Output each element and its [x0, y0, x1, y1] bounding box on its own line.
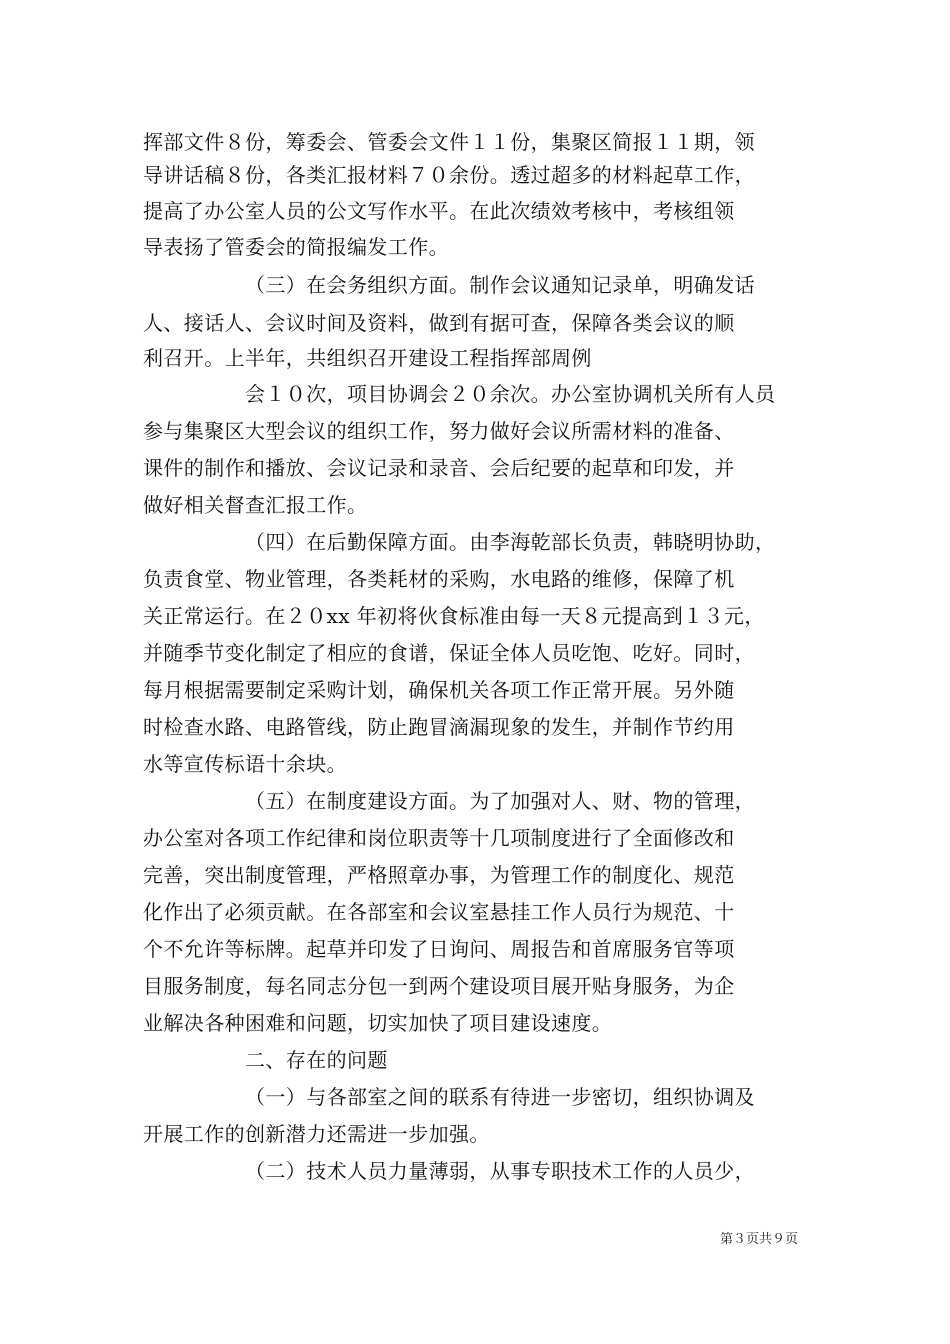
text-line-29: （二）技术人员力量薄弱，从事专职技术工作的人员少， — [245, 1159, 755, 1183]
text-line-22: 化作出了必须贡献。在各部室和会议室悬挂工作人员行为规范、十 — [143, 900, 735, 924]
text-line-5: （三）在会务组织方面。制作会议通知记录单，明确发话 — [245, 273, 755, 297]
text-line-8: 会１０次，项目协调会２０余次。办公室协调机关所有人员 — [245, 382, 776, 406]
text-line-15: 并随季节变化制定了相应的食谱，保证全体人员吃饱、吃好。同时， — [143, 641, 755, 665]
text-line-21: 完善，突出制度管理，严格照章办事，为管理工作的制度化、规范 — [143, 863, 735, 887]
text-line-13: 负责食堂、物业管理，各类耗材的采购，水电路的维修，保障了机 — [143, 567, 735, 591]
text-line-14: 关正常运行。在２０xx 年初将伙食标准由每一天８元提高到１３元， — [143, 604, 765, 628]
text-line-7: 利召开。上半年，共组织召开建设工程指挥部周例 — [143, 346, 592, 370]
text-line-4: 导表扬了管委会的简报编发工作。 — [143, 235, 449, 259]
text-line-2: 导讲话稿８份，各类汇报材料７０余份。透过超多的材料起草工作， — [143, 163, 755, 187]
section-heading: 二、存在的问题 — [245, 1048, 388, 1072]
text-line-16: 每月根据需要制定采购计划，确保机关各项工作正常开展。另外随 — [143, 678, 735, 702]
page-number: 第３页共９页 — [720, 1232, 799, 1247]
text-line-12: （四）在后勤保障方面。由李海乾部长负责，韩晓明协助， — [245, 530, 776, 554]
text-line-1: 挥部文件８份，筹委会、管委会文件１１份，集聚区简报１１期，领 — [143, 130, 755, 154]
text-line-27: （一）与各部室之间的联系有待进一步密切，组织协调及 — [245, 1085, 755, 1109]
text-line-11: 做好相关督查汇报工作。 — [143, 493, 368, 517]
text-line-28: 开展工作的创新潜力还需进一步加强。 — [143, 1122, 490, 1146]
text-line-10: 课件的制作和播放、会议记录和录音、会后纪要的起草和印发，并 — [143, 456, 735, 480]
text-line-25: 业解决各种困难和问题，切实加快了项目建设速度。 — [143, 1011, 613, 1035]
text-line-20: 办公室对各项工作纪律和岗位职责等十几项制度进行了全面修改和 — [143, 826, 735, 850]
text-line-6: 人、接话人、会议时间及资料，做到有据可查，保障各类会议的顺 — [143, 311, 735, 335]
text-line-3: 提高了办公室人员的公文写作水平。在此次绩效考核中，考核组领 — [143, 199, 735, 223]
text-line-9: 参与集聚区大型会议的组织工作，努力做好会议所需材料的准备、 — [143, 419, 735, 443]
text-line-18: 水等宣传标语十余块。 — [143, 752, 347, 776]
text-line-24: 目服务制度，每名同志分包一到两个建设项目展开贴身服务，为企 — [143, 974, 735, 998]
text-line-17: 时检查水路、电路管线，防止跑冒滴漏现象的发生，并制作节约用 — [143, 715, 735, 739]
text-line-23: 个不允许等标牌。起草并印发了日询问、周报告和首席服务官等项 — [143, 937, 735, 961]
text-line-19: （五）在制度建设方面。为了加强对人、财、物的管理， — [245, 789, 755, 813]
